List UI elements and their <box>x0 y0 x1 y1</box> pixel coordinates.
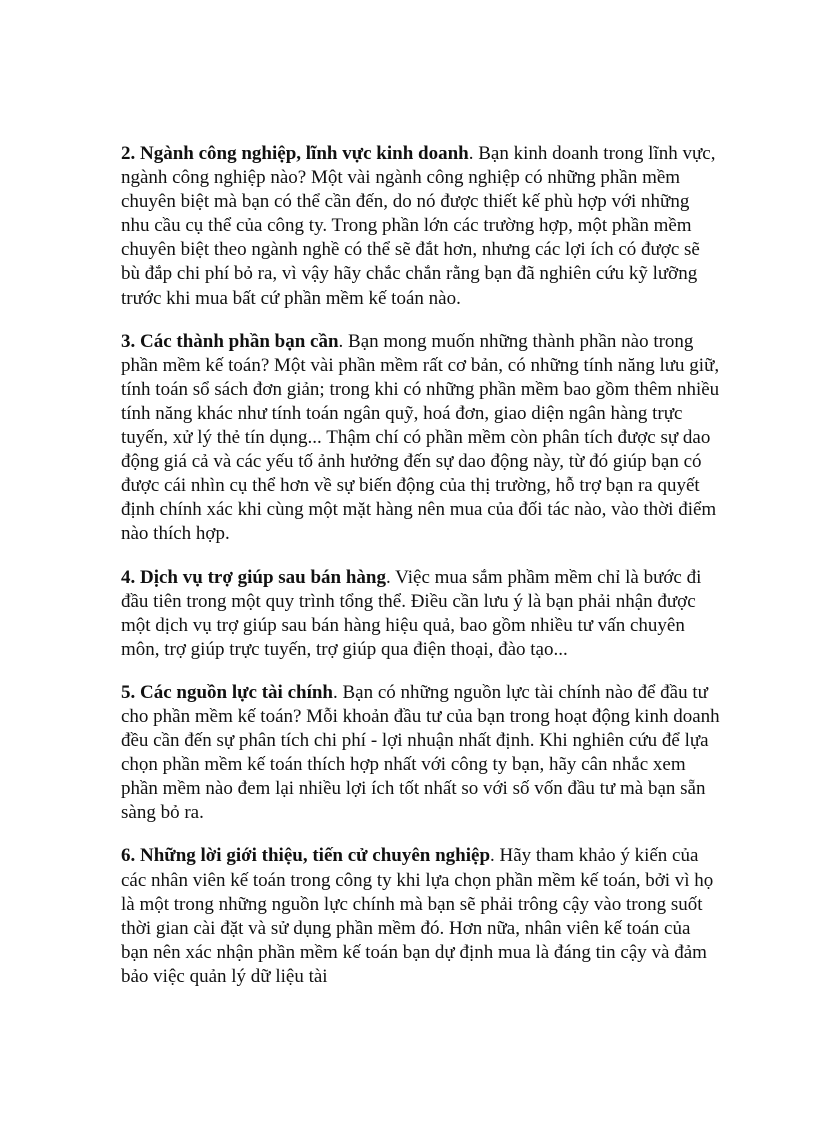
document-page <box>121 142 721 1008</box>
paragraph-body: . Bạn mong muốn những thành phần nào trong phần mềm kế toán? Một vài phần mềm rất cơ bản, có những tính năng lưu giữ, tính toán sổ sách đơn giản; trong khi có những phần mềm bao gồm thêm nhiều tính năng khác như tính toán ngân quỹ, hoá đơn, giao diện ngân hàng trực tuyến, xử lý thẻ tín dụng... Thậm chí có phần mềm còn phân tích được sự dao động giá cả và các yếu tố ảnh hưởng đến sự dao động này, từ đó giúp bạn có được cái nhìn cụ thể hơn về sự biến động của thị trường, hỗ trợ bạn ra quyết định chính xác khi cùng một mặt hàng nên mua của đối tác nào, vào thời điểm nào thích hợp. <box>121 330 720 545</box>
paragraph-heading: 5. Các nguồn lực tài chính <box>121 681 333 703</box>
paragraph-body: . Việc mua sắm phầm mềm chỉ là bước đi đầu tiên trong một quy trình tổng thể. Điều cần lưu ý là bạn phải nhận được một dịch vụ trợ giúp sau bán hàng hiệu quả, bao gồm nhiều tư vấn chuyên môn, trợ giúp trực tuyến, trợ giúp qua điện thoại, đào tạo... <box>121 566 702 660</box>
paragraph-components <box>121 330 721 547</box>
paragraph-heading: 6. Những lời giới thiệu, tiến cử chuyên nghiệp <box>121 845 491 867</box>
paragraph-financial-resources <box>121 681 721 826</box>
paragraph-heading: 2. Ngành công nghiệp, lĩnh vực kinh doanh <box>121 143 469 164</box>
paragraph-heading: 4. Dịch vụ trợ giúp sau bán hàng <box>121 566 386 588</box>
paragraph-professional-referrals <box>121 844 721 989</box>
paragraph-body: . Bạn kinh doanh trong lĩnh vực, ngành công nghiệp nào? Một vài ngành công nghiệp có những phần mềm chuyên biệt mà bạn có thể cần đến, do nó được thiết kế phù hợp với những nhu cầu cụ thể của công ty. Trong phần lớn các trường hợp, một phần mềm chuyên biệt theo ngành nghề có thể sẽ đắt hơn, nhưng các lợi ích có được sẽ bù đắp chi phí bỏ ra, vì vậy hãy chắc chắn rằng bạn đã nghiên cứu kỹ lưỡng trước khi mua bất cứ phần mềm kế toán nào. <box>121 143 716 309</box>
paragraph-heading: 3. Các thành phần bạn cần <box>121 330 339 352</box>
paragraph-industry <box>121 142 721 311</box>
paragraph-body: . Bạn có những nguồn lực tài chính nào để đầu tư cho phần mềm kế toán? Mỗi khoản đầu tư của bạn trong hoạt động kinh doanh đều cần đến sự phân tích chi phí - lợi nhuận nhất định. Khi nghiên cứu để lựa chọn phần mềm kế toán thích hợp nhất với công ty bạn, hãy cân nhắc xem phần mềm nào đem lại nhiều lợi ích tốt nhất so với số vốn đầu tư mà bạn sẵn sàng bỏ ra. <box>121 681 720 824</box>
paragraph-after-sales-support <box>121 566 721 662</box>
paragraph-body: . Hãy tham khảo ý kiến của các nhân viên kế toán trong công ty khi lựa chọn phần mềm kế toán, bởi vì họ là một trong những nguồn lực chính mà bạn sẽ phải trông cậy vào trong suốt thời gian cài đặt và sử dụng phần mềm đó. Hơn nữa, nhân viên kế toán của bạn nên xác nhận phần mềm kế toán bạn dự định mua là đáng tin cậy và đảm bảo việc quản lý dữ liệu tài <box>121 845 714 987</box>
